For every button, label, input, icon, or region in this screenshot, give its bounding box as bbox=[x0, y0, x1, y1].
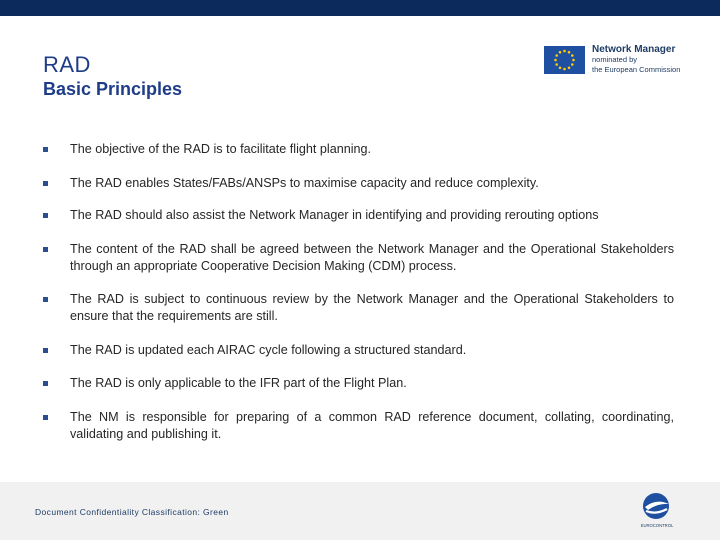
bullet-text: The RAD is subject to continuous review by the Network Manager and the Operational Stakeholders to ensure that the requirements are still. bbox=[70, 292, 674, 323]
eurocontrol-logo bbox=[636, 490, 678, 530]
bullet-square-icon bbox=[43, 181, 48, 186]
bullet-text: The objective of the RAD is to facilitate flight planning. bbox=[70, 142, 372, 156]
network-manager-logo bbox=[544, 44, 694, 76]
bullet-item bbox=[43, 375, 674, 392]
bullet-square-icon bbox=[43, 348, 48, 353]
bullet-text: The RAD is only applicable to the IFR part of the Flight Plan. bbox=[70, 376, 407, 390]
bullet-text: The RAD should also assist the Network Manager in identifying and providing rerouting options bbox=[70, 208, 599, 222]
bullet-square-icon bbox=[43, 147, 48, 152]
bullet-text: The RAD enables States/FABs/ANSPs to maximise capacity and reduce complexity. bbox=[70, 176, 539, 190]
logo-line-2: nominated by bbox=[592, 55, 638, 64]
logo-line-1: Network Manager bbox=[592, 44, 676, 55]
top-bar bbox=[0, 0, 720, 16]
logo-line-3: the European Commission bbox=[592, 65, 681, 74]
bullet-item bbox=[43, 291, 674, 325]
footer bbox=[0, 482, 720, 540]
logo-text bbox=[592, 45, 697, 75]
confidentiality-classification: Document Confidentiality Classification: Green bbox=[35, 507, 229, 517]
eurocontrol-logo-icon bbox=[636, 490, 678, 530]
bullet-item bbox=[43, 409, 674, 443]
bullet-square-icon bbox=[43, 247, 48, 252]
eu-flag-icon bbox=[544, 46, 585, 74]
slide-title: RAD bbox=[43, 52, 91, 77]
slide-subtitle: Basic Principles bbox=[43, 79, 183, 99]
bullet-text: The NM is responsible for preparing of a common RAD reference document, collating, coordinating, validating and publishing it. bbox=[70, 410, 674, 441]
eurocontrol-logo-label: EUROCONTROL bbox=[640, 523, 674, 528]
bullet-square-icon bbox=[43, 415, 48, 420]
bullet-item bbox=[43, 342, 674, 359]
bullet-item bbox=[43, 207, 674, 224]
bullet-item bbox=[43, 141, 674, 158]
bullet-item bbox=[43, 175, 674, 192]
bullet-square-icon bbox=[43, 381, 48, 386]
bullet-item bbox=[43, 241, 674, 275]
bullet-text: The RAD is updated each AIRAC cycle following a structured standard. bbox=[70, 343, 467, 357]
bullet-text: The content of the RAD shall be agreed between the Network Manager and the Operational Stakeholders through an appropriate Cooperative Decision Making (CDM) process. bbox=[70, 242, 674, 273]
bullet-square-icon bbox=[43, 297, 48, 302]
bullet-square-icon bbox=[43, 213, 48, 218]
